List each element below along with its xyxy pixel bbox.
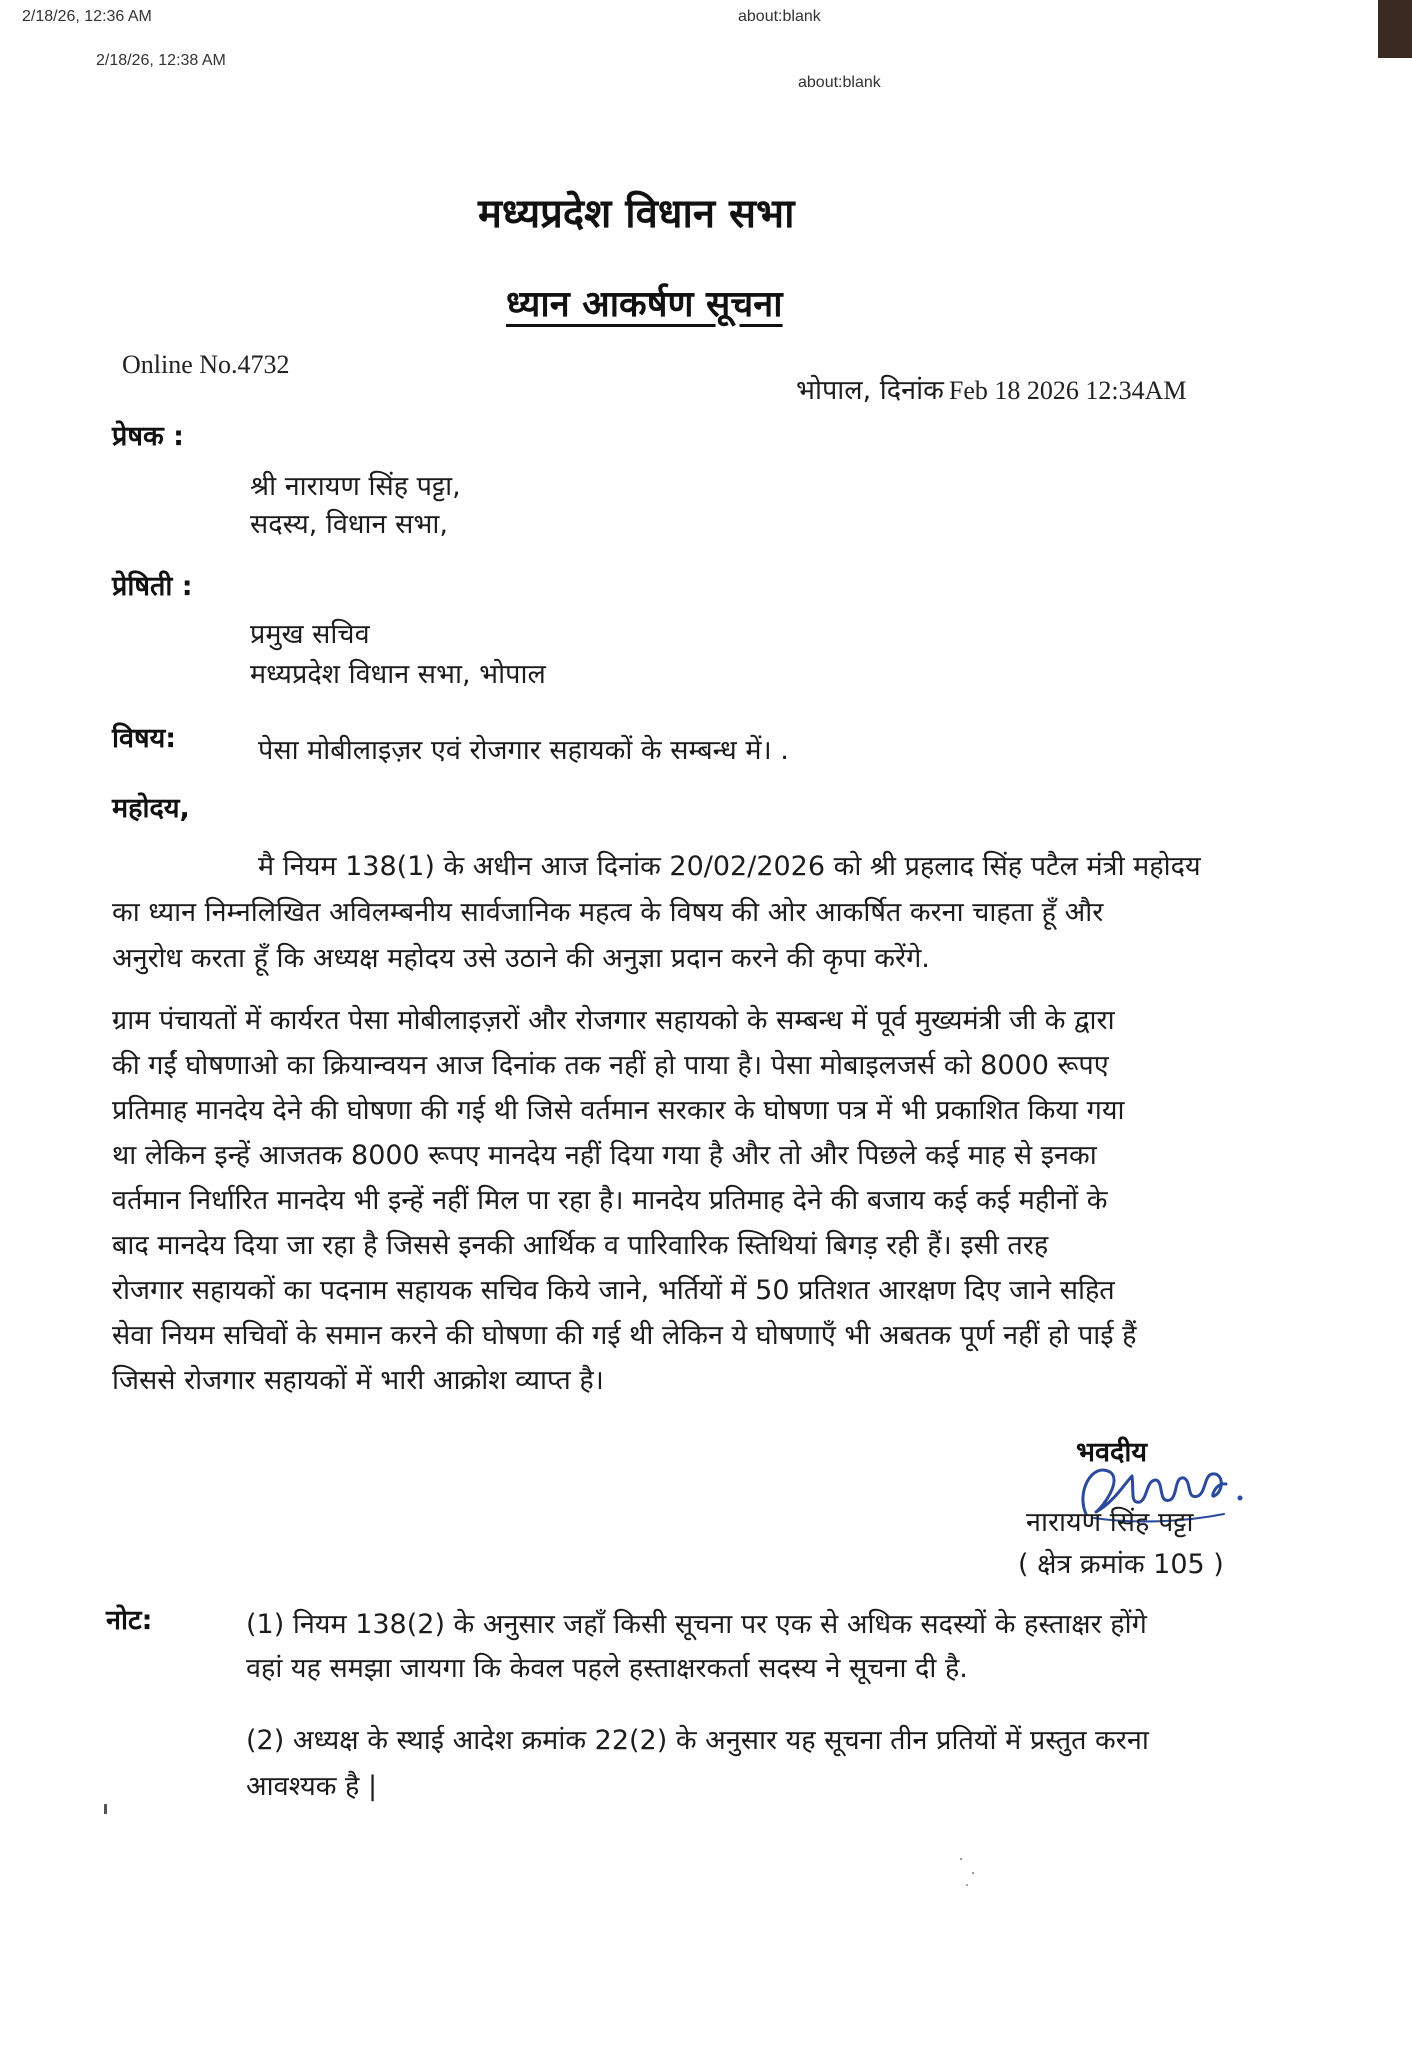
print-url-1: about:blank xyxy=(738,8,821,25)
subject-label: विषय: xyxy=(112,723,177,754)
date-value: Feb 18 2026 12:34AM xyxy=(948,376,1187,405)
signatory-name: नारायण सिंह पट्टा xyxy=(1026,1507,1194,1538)
recipient-line: मध्यप्रदेश विधान सभा, भोपाल xyxy=(250,659,546,690)
constituency: ( क्षेत्र क्रमांक 105 ) xyxy=(1018,1549,1224,1580)
note2-line: (2) अध्यक्ष के स्थाई आदेश क्रमांक 22(2) के अनुसार यह सूचना तीन प्रतियों में प्रस्तुत करना xyxy=(246,1725,1149,1756)
scan-speck xyxy=(960,1858,962,1860)
para2-line: ग्राम पंचायतों में कार्यरत पेसा मोबीलाइज़रों और रोजगार सहायको के सम्बन्ध में पूर्व मुख्यमंत्री जी के द्वारा xyxy=(112,1005,1115,1036)
para2-line: वर्तमान निर्धारित मानदेय भी इन्हें नहीं मिल पा रहा है। मानदेय प्रतिमाह देने की बजाय कई कई महीनों के xyxy=(112,1185,1108,1216)
note1-line: वहां यह समझा जायगा कि केवल पहले हस्ताक्षरकर्ता सदस्य ने सूचना दी है. xyxy=(246,1653,968,1684)
para2-line: सेवा नियम सचिवों के समान करने की घोषणा की गई थी लेकिन ये घोषणाएँ भी अबतक पूर्ण नहीं हो पाई हैं xyxy=(112,1320,1137,1351)
scan-speck xyxy=(972,1872,974,1874)
salutation: महोदय, xyxy=(112,793,190,824)
sender-line: श्री नारायण सिंह पट्टा, xyxy=(250,471,461,502)
note1-line: (1) नियम 138(2) के अनुसार जहाँ किसी सूचना पर एक से अधिक सदस्यों के हस्ताक्षर होंगे xyxy=(246,1609,1147,1640)
subject-text: पेसा मोबीलाइज़र एवं रोजगार सहायकों के सम्बन्ध में। . xyxy=(258,735,789,766)
para2-line: रोजगार सहायकों का पदनाम सहायक सचिव किये जाने, भर्तियों में 50 प्रतिशत आरक्षण दिए जाने सहित xyxy=(112,1275,1115,1306)
print-timestamp-1: 2/18/26, 12:36 AM xyxy=(22,8,152,25)
para2-line: बाद मानदेय दिया जा रहा है जिससे इनकी आर्थिक व पारिवारिक स्तिथियां बिगड़ रही हैं। इसी तरह xyxy=(112,1230,1049,1261)
place-date-label: भोपाल, दिनांक xyxy=(796,375,944,406)
para1-line: मै नियम 138(1) के अधीन आज दिनांक 20/02/2026 को श्री प्रहलाद सिंह पटैल मंत्री महोदय xyxy=(258,851,1201,882)
assembly-title: मध्यप्रदेश विधान सभा xyxy=(478,190,795,237)
closing: भवदीय xyxy=(1076,1437,1147,1468)
print-timestamp-2: 2/18/26, 12:38 AM xyxy=(96,52,226,69)
place-date xyxy=(796,370,1187,407)
para1-line: का ध्यान निम्नलिखित अविलम्बनीय सार्वजानिक महत्व के विषय की ओर आकर्षित करना चाहता हूँ और xyxy=(112,897,1104,928)
sender-label: प्रेषक : xyxy=(112,421,184,452)
notice-subtitle: ध्यान आकर्षण सूचना xyxy=(506,283,783,325)
print-url-2: about:blank xyxy=(798,74,881,91)
para2-line: की गईं घोषणाओ का क्रियान्वयन आज दिनांक तक नहीं हो पाया है। पेसा मोबाइलजर्स को 8000 रूपए xyxy=(112,1050,1109,1081)
online-number: Online No.4732 xyxy=(122,350,290,379)
recipient-label: प्रेषिती : xyxy=(112,571,193,602)
sender-line: सदस्य, विधान सभा, xyxy=(250,509,448,540)
para2-line: जिससे रोजगार सहायकों में भारी आक्रोश व्याप्त है। xyxy=(112,1365,604,1396)
scan-speck xyxy=(966,1884,968,1886)
recipient-line: प्रमुख सचिव xyxy=(250,619,370,650)
para2-line: प्रतिमाह मानदेय देने की घोषणा की गई थी जिसे वर्तमान सरकार के घोषणा पत्र में भी प्रकाशित किया गया xyxy=(112,1095,1125,1126)
scan-speck xyxy=(104,1804,107,1814)
para2-line: था लेकिन इन्हें आजतक 8000 रूपए मानदेय नहीं दिया गया है और तो और पिछले कई माह से इनका xyxy=(112,1140,1097,1171)
para1-line: अनुरोध करता हूँ कि अध्यक्ष महोदय उसे उठाने की अनुज्ञा प्रदान करने की कृपा करेंगे. xyxy=(112,943,930,974)
note-label: नोट: xyxy=(106,1605,153,1636)
scan-corner-shadow xyxy=(1378,0,1412,58)
note2-line: आवश्यक है | xyxy=(246,1771,378,1802)
